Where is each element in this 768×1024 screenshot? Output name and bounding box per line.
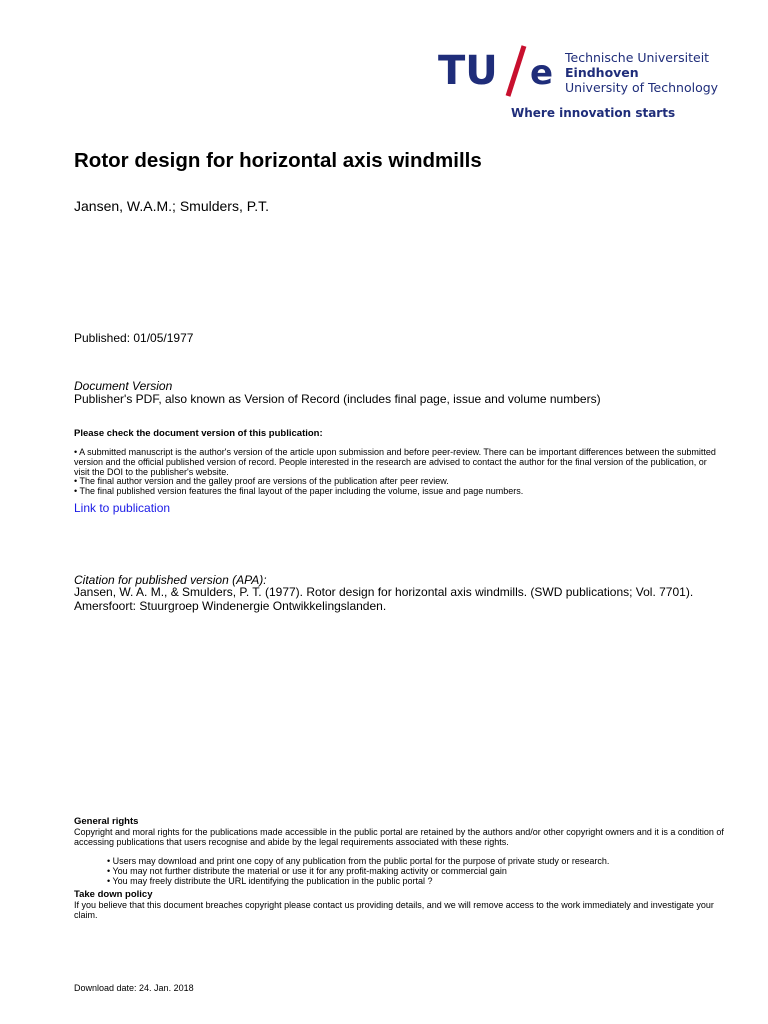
general-rights-text: Copyright and moral rights for the publications made accessible in the public portal are retained by the authors and/or other copyright owners and it is a condition of accessing publications that users recognise and abide by the legal requirements associated with these rights. (74, 827, 724, 847)
download-date: Download date: 24. Jan. 2018 (74, 983, 194, 993)
general-rights-list (107, 856, 727, 886)
rights-item: • You may freely distribute the URL identifying the publication in the public portal ? (107, 876, 433, 886)
document-authors: Jansen, W.A.M.; Smulders, P.T. (74, 198, 270, 214)
rights-item: • Users may download and print one copy of any publication from the public portal for the purpose of private study or research. (107, 856, 610, 866)
link-to-publication[interactable]: Link to publication (74, 501, 171, 515)
rights-item: • You may not further distribute the material or use it for any profit-making activity or commercial gain (107, 866, 507, 876)
logo-tagline: Where innovation starts (511, 106, 676, 120)
document-version-text: Publisher's PDF, also known as Version of Record (includes final page, issue and volume numbers) (74, 392, 601, 406)
tue-logo (438, 44, 728, 124)
logo-slash (508, 46, 524, 96)
tue-logo-mark (438, 44, 558, 100)
general-rights-heading: General rights (74, 816, 139, 827)
version-check-item: • The final published version features the final layout of the paper including the volume, issue and page numbers. (74, 486, 524, 497)
citation-text: Jansen, W. A. M., & Smulders, P. T. (1977). Rotor design for horizontal axis windmills. (SWD publications; Vol. 7701). Amersfoort: Stuurgroep Windenergie Ontwikkelingslanden. (74, 585, 694, 613)
published-date: Published: 01/05/1977 (74, 331, 194, 345)
citation-label: Citation for published version (APA): (74, 573, 267, 587)
version-check-item: • The final author version and the galley proof are versions of the publication after peer review. (74, 476, 449, 487)
takedown-text: If you believe that this document breaches copyright please contact us providing details, and we will remove access to the work immediately and investigate your claim. (74, 900, 714, 920)
logo-line-3: University of Technology (565, 80, 719, 95)
logo-line-2: Eindhoven (565, 65, 639, 80)
logo-line-1: Technische Universiteit (565, 50, 710, 65)
version-check-item: • A submitted manuscript is the author's version of the article upon submission and before peer-review. There can be important differences between the submitted version and the official published version of record. People interested in the research are advised to contact the author for the final version of the publication, or visit the DOI to the publisher's website. (74, 447, 716, 477)
logo-mark-tu: TU (438, 48, 498, 94)
logo-university-name (565, 50, 718, 95)
version-check-list (74, 448, 724, 497)
document-version-label: Document Version (74, 379, 173, 393)
logo-mark-e: e (530, 53, 554, 93)
takedown-heading: Take down policy (74, 889, 153, 900)
document-title: Rotor design for horizontal axis windmills (74, 149, 482, 172)
version-check-heading: Please check the document version of this publication: (74, 428, 323, 439)
